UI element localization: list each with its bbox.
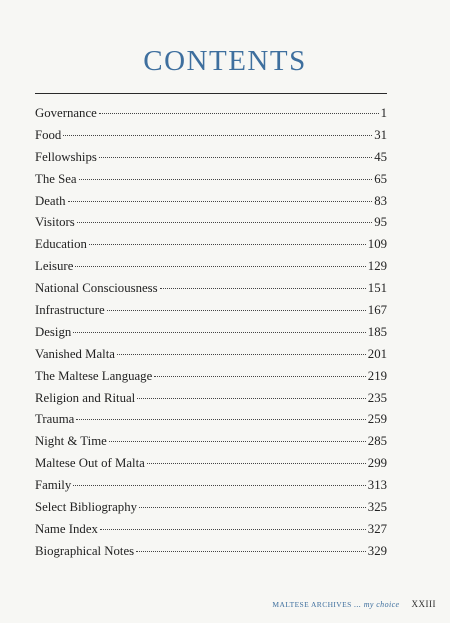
toc-entry-death [35,194,387,216]
toc-entry-title: The Sea [35,171,77,186]
toc-entry-page: 1 [380,106,387,120]
toc-entry-title: Leisure [35,259,74,274]
toc-entry-title: The Maltese Language [35,368,153,383]
footer-page-number: XXIII [411,599,436,609]
dot-leader [76,419,365,420]
dot-leader [73,485,366,486]
toc-entry-education [35,237,387,259]
toc-entry-page: 167 [367,303,387,318]
dot-leader [77,222,372,223]
dot-leader [100,529,366,530]
toc-entry-design [35,325,387,347]
toc-entry-leisure [35,259,387,281]
dot-leader [79,179,373,180]
toc-entry-title: Family [35,478,72,493]
footer-series-subtitle: ... my choice [354,600,400,609]
toc-entry-page: 219 [367,368,387,383]
dot-leader [109,441,366,442]
toc-entry-page: 235 [367,390,387,405]
toc-entry-visitors [35,215,387,237]
toc-entry-page: 299 [367,456,387,471]
toc-entry-page: 109 [367,237,387,252]
toc-entry-title: Infrastructure [35,303,105,318]
toc-entry-vanished-malta [35,347,387,369]
toc-entry-title: Night & Time [35,434,107,449]
toc-entry-fellowships [35,150,387,172]
toc-entry-title: Religion and Ritual [35,390,136,405]
toc-entry-title: National Consciousness [35,281,158,296]
toc-entry-the-maltese-language [35,369,387,391]
dot-leader [160,288,366,289]
toc-entry-page: 259 [367,412,387,427]
toc-entry-page: 83 [374,193,387,208]
toc-entry-family [35,478,387,500]
toc-entry-page: 31 [374,127,387,142]
toc-entry-title: Select Bibliography [35,500,138,515]
toc-entry-title: Governance [35,106,97,120]
toc-entry-page: 325 [367,500,387,515]
toc-entry-page: 285 [367,434,387,449]
dot-leader [68,201,373,202]
table-of-contents [35,106,387,566]
dot-leader [107,310,366,311]
dot-leader [63,135,372,136]
toc-entry-page: 313 [367,478,387,493]
dot-leader [154,376,366,377]
page-title: CONTENTS [143,45,307,78]
toc-entry-title: Design [35,324,72,339]
toc-entry-governance [35,106,387,128]
toc-entry-national-consciousness [35,281,387,303]
toc-entry-the-sea [35,172,387,194]
dot-leader [75,266,365,267]
toc-entry-page: 65 [374,171,387,186]
toc-entry-night-and-time [35,434,387,456]
toc-entry-page: 45 [374,149,387,164]
title-divider [35,93,387,94]
toc-entry-title: Education [35,237,87,252]
toc-entry-select-bibliography [35,500,387,522]
toc-entry-page: 185 [367,324,387,339]
toc-entry-trauma [35,412,387,434]
toc-entry-page: 95 [374,215,387,230]
dot-leader [136,551,366,552]
footer-series-title [272,600,399,609]
toc-entry-title: Biographical Notes [35,543,135,558]
toc-entry-title: Food [35,127,62,142]
footer-series-name: MALTESE ARCHIVES [272,600,352,609]
toc-entry-title: Visitors [35,215,75,230]
toc-entry-page: 129 [367,259,387,274]
toc-entry-title: Trauma [35,412,75,427]
page-footer [272,599,436,609]
dot-leader [139,507,366,508]
dot-leader [137,398,366,399]
toc-entry-title: Name Index [35,521,98,536]
toc-entry-title: Fellowships [35,149,97,164]
toc-entry-maltese-out-of-malta [35,456,387,478]
dot-leader [99,113,379,114]
toc-entry-infrastructure [35,303,387,325]
toc-entry-title: Death [35,193,66,208]
toc-entry-title: Vanished Malta [35,346,115,361]
toc-entry-biographical-notes [35,544,387,566]
dot-leader [147,463,366,464]
toc-entry-page: 329 [367,543,387,558]
toc-entry-title: Maltese Out of Malta [35,456,145,471]
toc-entry-religion-and-ritual [35,391,387,413]
toc-entry-page: 151 [367,281,387,296]
toc-entry-page: 327 [367,521,387,536]
toc-entry-food [35,128,387,150]
dot-leader [117,354,366,355]
dot-leader [99,157,372,158]
dot-leader [73,332,366,333]
toc-entry-page: 201 [367,346,387,361]
dot-leader [89,244,366,245]
toc-entry-name-index [35,522,387,544]
